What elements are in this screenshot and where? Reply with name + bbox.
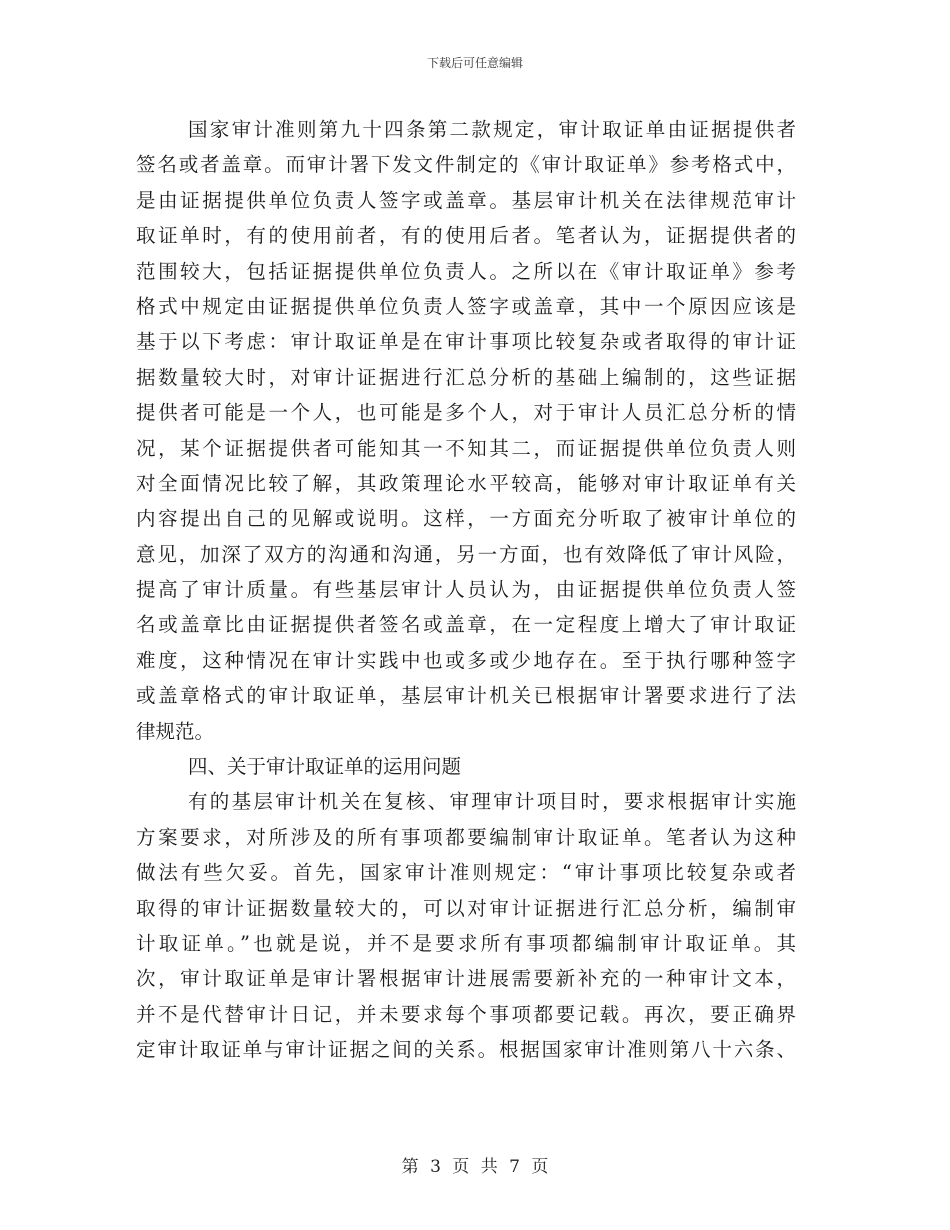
paragraph bbox=[136, 112, 796, 749]
paragraph bbox=[136, 784, 796, 1067]
text-line: 对全面情况比较了解，其政策理论水平较高，能够对审计取证单有关 bbox=[136, 471, 796, 495]
text-line: 定审计取证单与审计证据之间的关系。根据国家审计准则第八十六条、 bbox=[136, 1038, 796, 1062]
text-line: 签名或者盖章。而审计署下发文件制定的《审计取证单》参考格式中， bbox=[136, 153, 796, 177]
text-line: 是由证据提供单位负责人签字或盖章。基层审计机关在法律规范审计 bbox=[136, 188, 796, 212]
section-heading: 四、关于审计取证单的运用问题 bbox=[188, 755, 462, 779]
text-line: 并不是代替审计日记，并未要求每个事项都要记载。再次，要正确界 bbox=[136, 1002, 796, 1026]
text-line: 内容提出自己的见解或说明。这样，一方面充分听取了被审计单位的 bbox=[136, 507, 796, 531]
text-line: 计取证单。”也就是说，并不是要求所有事项都编制审计取证单。其 bbox=[136, 931, 796, 955]
page-number-footer: 第 3 页 共 7 页 bbox=[401, 1157, 549, 1177]
text-line: 难度，这种情况在审计实践中也或多或少地存在。至于执行哪种签字 bbox=[136, 648, 796, 672]
text-line: 国家审计准则第九十四条第二款规定，审计取证单由证据提供者 bbox=[188, 118, 796, 141]
text-line: 做法有些欠妥。首先，国家审计准则规定：“审计事项比较复杂或者 bbox=[136, 861, 796, 885]
text-line: 基于以下考虑：审计取证单是在审计事项比较复杂或者取得的审计证 bbox=[136, 330, 796, 354]
text-line: 或盖章格式的审计取证单，基层审计机关已根据审计署要求进行了法 bbox=[136, 684, 796, 708]
text-line: 提供者可能是一个人，也可能是多个人，对于审计人员汇总分析的情 bbox=[136, 401, 796, 425]
text-line: 提高了审计质量。有些基层审计人员认为，由证据提供单位负责人签 bbox=[136, 578, 796, 602]
page-header: 下载后可任意编辑 bbox=[426, 56, 523, 70]
text-line: 方案要求，对所涉及的所有事项都要编制审计取证单。笔者认为这种 bbox=[136, 825, 796, 849]
text-line: 况，某个证据提供者可能知其一不知其二，而证据提供单位负责人则 bbox=[136, 436, 796, 460]
text-line: 有的基层审计机关在复核、审理审计项目时，要求根据审计实施 bbox=[188, 790, 796, 814]
text-line: 律规范。 bbox=[136, 719, 215, 743]
text-line: 范围较大，包括证据提供单位负责人。之所以在《审计取证单》参考 bbox=[136, 259, 796, 283]
text-line: 取得的审计证据数量较大的，可以对审计证据进行汇总分析，编制审 bbox=[136, 896, 796, 920]
text-line: 取证单时，有的使用前者，有的使用后者。笔者认为，证据提供者的 bbox=[136, 224, 796, 248]
text-line: 据数量较大时，对审计证据进行汇总分析的基础上编制的，这些证据 bbox=[136, 365, 796, 389]
text-line: 格式中规定由证据提供单位负责人签字或盖章，其中一个原因应该是 bbox=[136, 294, 796, 318]
document-body bbox=[136, 112, 796, 1068]
text-line: 名或盖章比由证据提供者签名或盖章，在一定程度上增大了审计取证 bbox=[136, 613, 796, 637]
text-line: 意见，加深了双方的沟通和沟通，另一方面，也有效降低了审计风险， bbox=[136, 542, 796, 566]
text-line: 次，审计取证单是审计署根据审计进展需要新补充的一种审计文本， bbox=[136, 967, 796, 991]
